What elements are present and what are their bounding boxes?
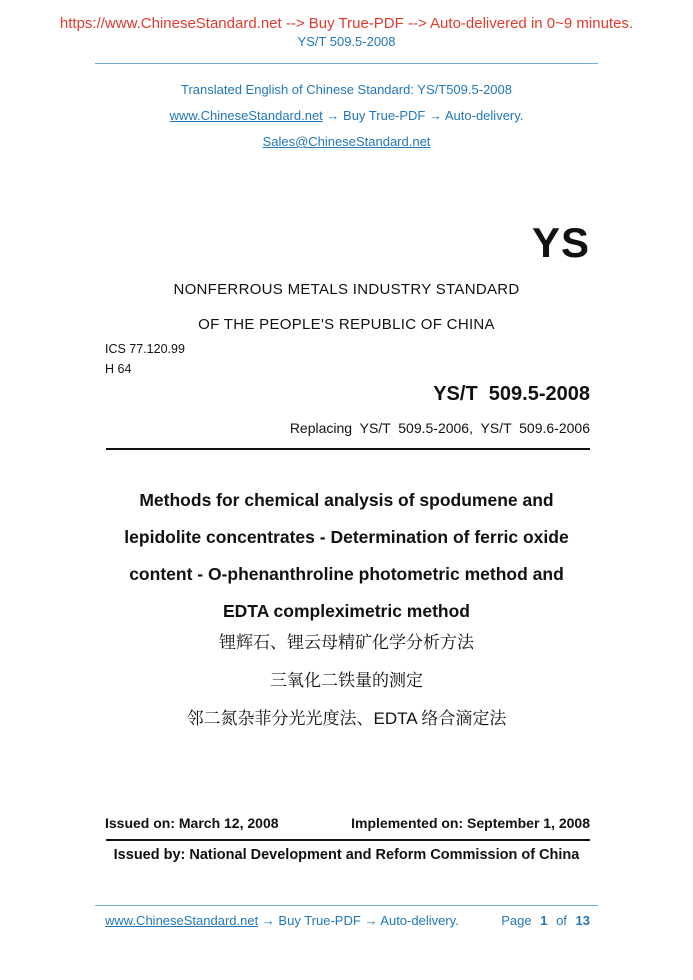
ys-logo: YS [531,219,590,266]
title-divider [106,448,590,450]
standard-title-zh [0,624,693,738]
website-link[interactable]: www.ChineseStandard.net [169,108,323,123]
standard-title-en [0,482,693,630]
page-of-label: of [556,913,567,928]
implemented-on-date: Implemented on: September 1, 2008 [351,815,590,831]
page-label: Page [501,913,532,928]
document-class-code: H 64 [105,362,132,376]
issuance-divider [106,839,590,841]
footer-divider [95,905,598,906]
footer-row [105,913,590,928]
sales-email-link [0,134,693,149]
title-en-line3: content - O-phenanthroline photometric method and [129,564,564,584]
standard-number: YS/T 509.5-2008 [433,383,590,405]
replacing-note: Replacing YS/T 509.5-2006, YS/T 509.6-2006 [289,420,590,436]
page-current: 1 [540,913,548,928]
translated-standard-label: Translated English of Chinese Standard: YS/T509.5-2008 [181,82,512,97]
title-zh-line1: 锂辉石、锂云母精矿化学分析方法 [219,633,474,652]
translation-delivery-line [0,108,693,123]
header-doc-code: YS/T 509.5-2008 [297,34,396,49]
ics-code: ICS 77.120.99 [105,342,185,356]
title-en-line2: lepidolite concentrates - Determination of ferric oxide [124,527,569,547]
footer-delivery-line [105,913,459,928]
footer-website-link[interactable]: www.ChineseStandard.net [105,913,259,928]
issuance-dates-row [105,815,590,831]
footer-delivery-text: → Buy True-PDF → Auto-delivery. [258,913,459,928]
page-indicator [501,913,590,928]
issued-on-date: Issued on: March 12, 2008 [105,815,279,831]
page-total: 13 [575,913,590,928]
title-en-line4: EDTA compleximetric method [223,601,470,621]
email-link[interactable]: Sales@ChineseStandard.net [262,134,431,149]
org-name-line1: NONFERROUS METALS INDUSTRY STANDARD [173,281,520,298]
title-zh-line3: 邻二氮杂菲分光光度法、EDTA 络合滴定法 [186,709,507,728]
delivery-text: → Buy True-PDF → Auto-delivery. [322,108,524,123]
issuing-authority: Issued by: National Development and Reform Commission of China [113,847,580,863]
title-en-line1: Methods for chemical analysis of spodumene and [139,490,554,510]
purchase-notice-link[interactable]: https://www.ChineseStandard.net --> Buy True-PDF --> Auto-delivered in 0~9 minutes. [59,15,634,32]
org-name-line2: OF THE PEOPLE'S REPUBLIC OF CHINA [198,316,495,333]
header-divider [95,63,598,64]
title-zh-line2: 三氧化二铁量的测定 [270,671,423,690]
